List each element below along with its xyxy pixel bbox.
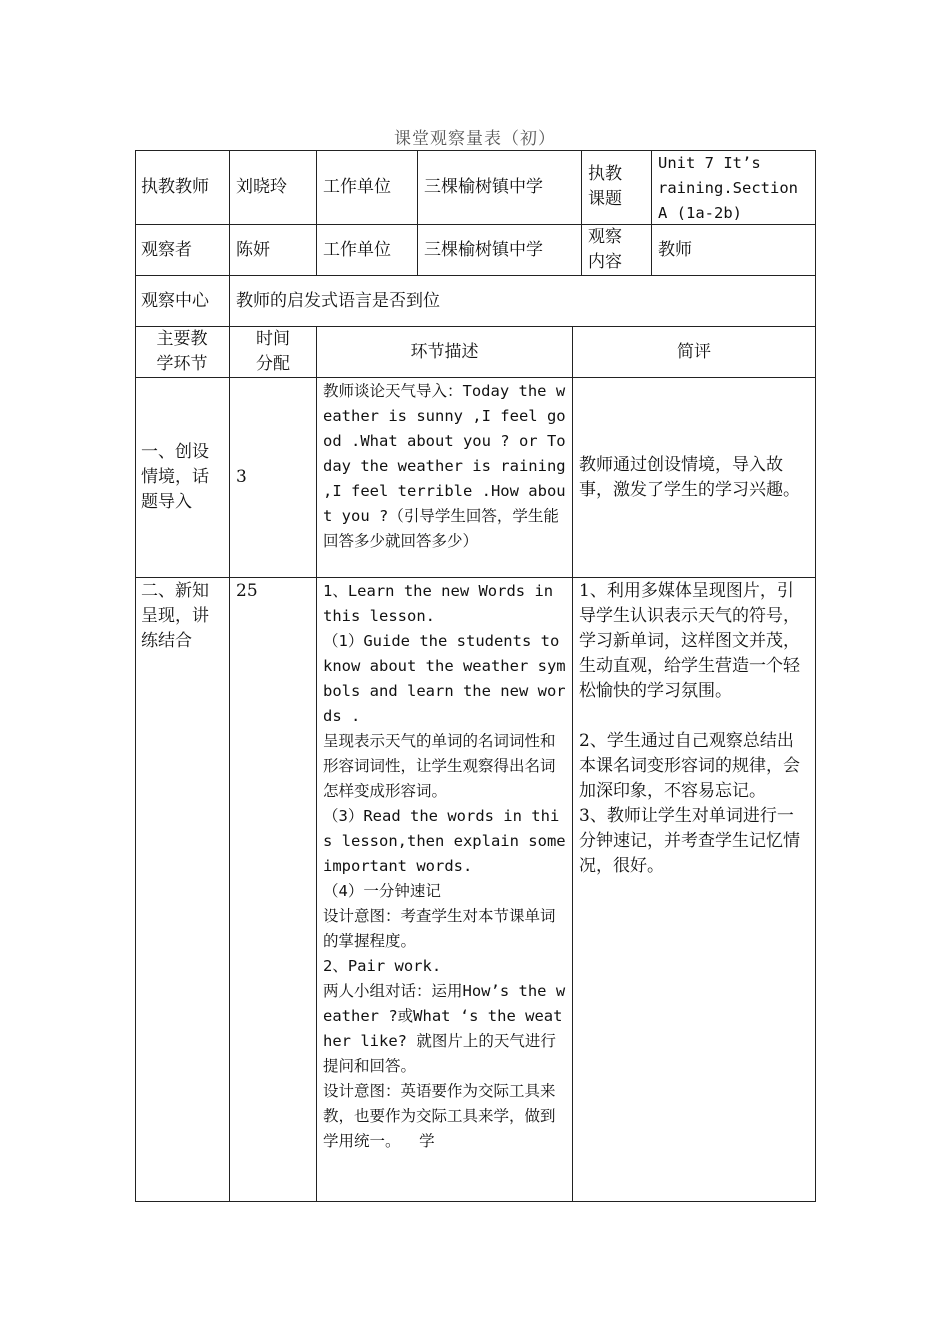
stage-cell: 一、创设 情境，话 题导入 <box>135 378 230 578</box>
time-cell: 25 <box>230 578 317 1202</box>
topic-label: 执教 课题 <box>582 150 652 225</box>
teacher-value: 刘晓玲 <box>230 150 317 225</box>
description-cell: 教师谈论天气导入：Today the weather is sunny ,I feel good .What about you ? or Today the weather is raining ,I feel terrible .How about you ?（引导学生回答，学生能回答多少就回答多少） <box>317 378 573 578</box>
comment-cell: 1、利用多媒体呈现图片，引导学生认识表示天气的符号，学习新单词，这样图文并茂，生动直观，给学生营造一个轻松愉快的学习氛围。 2、学生通过自己观察总结出本课名词变形容词的规律，会加深印象，不容易忘记。 3、教师让学生对单词进行一分钟速记，并考查学生记忆情况，很好。 <box>573 578 816 1202</box>
header-stage: 主要教 学环节 <box>135 327 230 378</box>
content-value: 教师 <box>652 225 816 276</box>
comment-cell: 教师通过创设情境，导入故事，激发了学生的学习兴趣。 <box>573 378 816 578</box>
stage-cell: 二、新知 呈现，讲 练结合 <box>135 578 230 1202</box>
header-time: 时间 分配 <box>230 327 317 378</box>
unit-label: 工作单位 <box>317 150 418 225</box>
observation-table <box>135 150 816 1202</box>
observer-unit-label: 工作单位 <box>317 225 418 276</box>
description-cell: 1、Learn the new Words in this lesson. （1）Guide the students to know about the weather symbols and learn the new words . 呈现表示天气的单词的名词词性和形容词词性，让学生观察得出名词怎样变成形容词。 （3）Read the words in this lesson,then explain some important words. （4）一分钟速记 设计意图：考查学生对本节课单词的掌握程度。 2、Pair work. 两人小组对话：运用How’s the weather ?或What ‘s the weather like? 就图片上的天气进行提问和回答。 设计意图：英语要作为交际工具来教，也要作为交际工具来学，做到学用统一。 学 <box>317 578 573 1202</box>
teacher-label: 执教教师 <box>135 150 230 225</box>
observer-unit-value: 三棵榆树镇中学 <box>418 225 582 276</box>
focus-value: 教师的启发式语言是否到位 <box>230 276 816 327</box>
focus-label: 观察中心 <box>135 276 230 327</box>
content-label: 观察 内容 <box>582 225 652 276</box>
header-description: 环节描述 <box>317 327 573 378</box>
observer-label: 观察者 <box>135 225 230 276</box>
header-comment: 简评 <box>573 327 816 378</box>
page-title: 课堂观察量表（初） <box>394 129 556 149</box>
time-cell: 3 <box>230 378 317 578</box>
observer-value: 陈妍 <box>230 225 317 276</box>
unit-value: 三棵榆树镇中学 <box>418 150 582 225</box>
topic-value: Unit 7 It’s raining.Section A (1a-2b) <box>652 150 816 225</box>
